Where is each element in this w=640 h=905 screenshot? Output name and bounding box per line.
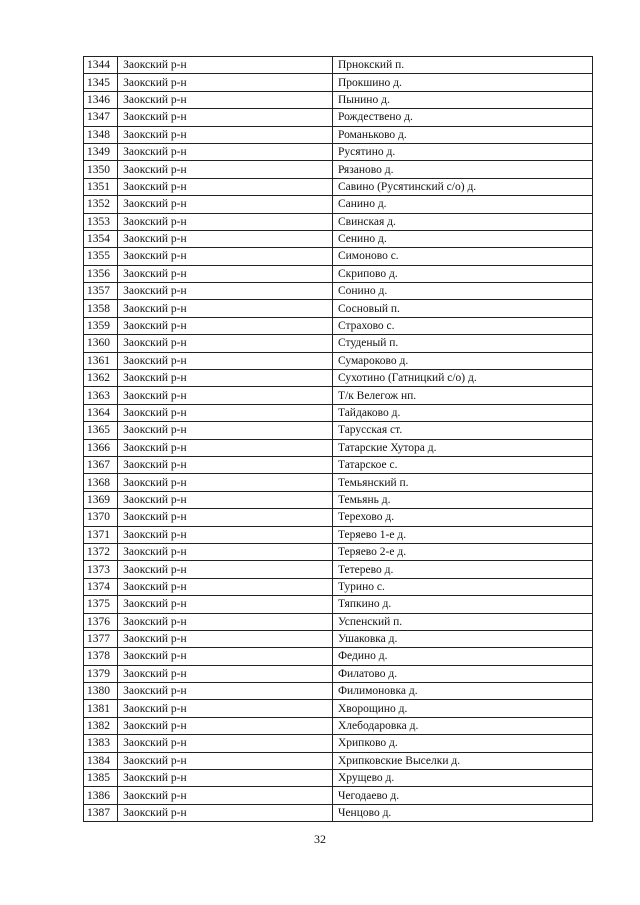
table-row [84, 578, 593, 595]
row-number: 1375 [84, 596, 118, 613]
row-number: 1366 [84, 439, 118, 456]
table-row [84, 491, 593, 508]
row-number: 1373 [84, 561, 118, 578]
table-row [84, 561, 593, 578]
row-number: 1346 [84, 91, 118, 108]
district-cell: Заокский р-н [118, 352, 333, 369]
row-number: 1354 [84, 230, 118, 247]
table-row [84, 335, 593, 352]
row-number: 1362 [84, 370, 118, 387]
district-cell: Заокский р-н [118, 543, 333, 560]
settlement-cell: Романьково д. [332, 126, 592, 143]
settlement-cell: Свинская д. [332, 213, 592, 230]
row-number: 1348 [84, 126, 118, 143]
table-row [84, 317, 593, 334]
table-row [84, 178, 593, 195]
district-cell: Заокский р-н [118, 665, 333, 682]
row-number: 1358 [84, 300, 118, 317]
table-row [84, 770, 593, 787]
table-row [84, 422, 593, 439]
table-row [84, 230, 593, 247]
district-cell: Заокский р-н [118, 630, 333, 647]
table-row [84, 543, 593, 560]
table-row [84, 526, 593, 543]
row-number: 1382 [84, 717, 118, 734]
table-row [84, 161, 593, 178]
district-cell: Заокский р-н [118, 804, 333, 821]
district-cell: Заокский р-н [118, 109, 333, 126]
district-cell: Заокский р-н [118, 161, 333, 178]
row-number: 1361 [84, 352, 118, 369]
settlement-cell: Темьянский п. [332, 474, 592, 491]
settlement-cell: Хрущево д. [332, 770, 592, 787]
settlement-cell: Скрипово д. [332, 265, 592, 282]
district-cell: Заокский р-н [118, 335, 333, 352]
table-row [84, 439, 593, 456]
district-cell: Заокский р-н [118, 578, 333, 595]
row-number: 1376 [84, 613, 118, 630]
settlement-cell: Хрипковские Выселки д. [332, 752, 592, 769]
table-row [84, 248, 593, 265]
table-row [84, 456, 593, 473]
district-cell: Заокский р-н [118, 439, 333, 456]
settlement-cell: Филатово д. [332, 665, 592, 682]
settlement-cell: Ушаковка д. [332, 630, 592, 647]
table-row [84, 370, 593, 387]
table-row [84, 265, 593, 282]
table-row [84, 91, 593, 108]
table-row [84, 700, 593, 717]
settlement-cell: Терехово д. [332, 509, 592, 526]
settlement-cell: Сухотино (Гатницкий с/о) д. [332, 370, 592, 387]
district-cell: Заокский р-н [118, 735, 333, 752]
settlement-cell: Татарское с. [332, 456, 592, 473]
row-number: 1350 [84, 161, 118, 178]
row-number: 1374 [84, 578, 118, 595]
district-cell: Заокский р-н [118, 787, 333, 804]
settlement-cell: Страхово с. [332, 317, 592, 334]
settlement-cell: Сенино д. [332, 230, 592, 247]
settlement-cell: Русятино д. [332, 143, 592, 160]
district-cell: Заокский р-н [118, 213, 333, 230]
district-cell: Заокский р-н [118, 91, 333, 108]
district-cell: Заокский р-н [118, 683, 333, 700]
settlement-cell: Ченцово д. [332, 804, 592, 821]
district-cell: Заокский р-н [118, 248, 333, 265]
table-row [84, 143, 593, 160]
row-number: 1387 [84, 804, 118, 821]
settlement-cell: Успенский п. [332, 613, 592, 630]
row-number: 1385 [84, 770, 118, 787]
settlement-cell: Турино с. [332, 578, 592, 595]
district-cell: Заокский р-н [118, 265, 333, 282]
district-cell: Заокский р-н [118, 300, 333, 317]
settlement-cell: Санино д. [332, 196, 592, 213]
district-cell: Заокский р-н [118, 474, 333, 491]
district-cell: Заокский р-н [118, 404, 333, 421]
table-row [84, 509, 593, 526]
district-cell: Заокский р-н [118, 456, 333, 473]
row-number: 1353 [84, 213, 118, 230]
settlement-cell: Тетерево д. [332, 561, 592, 578]
row-number: 1372 [84, 543, 118, 560]
table-row [84, 126, 593, 143]
table-row [84, 213, 593, 230]
district-cell: Заокский р-н [118, 74, 333, 91]
settlement-cell: Рязаново д. [332, 161, 592, 178]
table-row [84, 352, 593, 369]
settlement-cell: Тяпкино д. [332, 596, 592, 613]
settlement-cell: Татарские Хутора д. [332, 439, 592, 456]
district-cell: Заокский р-н [118, 613, 333, 630]
district-cell: Заокский р-н [118, 178, 333, 195]
settlement-cell: Сосновый п. [332, 300, 592, 317]
row-number: 1381 [84, 700, 118, 717]
district-cell: Заокский р-н [118, 596, 333, 613]
row-number: 1386 [84, 787, 118, 804]
row-number: 1365 [84, 422, 118, 439]
district-cell: Заокский р-н [118, 526, 333, 543]
table-row [84, 735, 593, 752]
settlement-cell: Т/к Велегож нп. [332, 387, 592, 404]
row-number: 1379 [84, 665, 118, 682]
table-row [84, 683, 593, 700]
district-cell: Заокский р-н [118, 700, 333, 717]
district-cell: Заокский р-н [118, 57, 333, 74]
settlement-cell: Федино д. [332, 648, 592, 665]
table-row [84, 300, 593, 317]
district-cell: Заокский р-н [118, 491, 333, 508]
district-cell: Заокский р-н [118, 283, 333, 300]
settlement-cell: Пынино д. [332, 91, 592, 108]
row-number: 1367 [84, 456, 118, 473]
table-row [84, 474, 593, 491]
table-row [84, 804, 593, 821]
settlement-cell: Чегодаево д. [332, 787, 592, 804]
settlement-cell: Тайдаково д. [332, 404, 592, 421]
row-number: 1352 [84, 196, 118, 213]
row-number: 1359 [84, 317, 118, 334]
table-row [84, 404, 593, 421]
row-number: 1345 [84, 74, 118, 91]
district-cell: Заокский р-н [118, 509, 333, 526]
row-number: 1370 [84, 509, 118, 526]
district-cell: Заокский р-н [118, 126, 333, 143]
row-number: 1360 [84, 335, 118, 352]
table-row [84, 648, 593, 665]
settlements-table [83, 56, 593, 822]
row-number: 1383 [84, 735, 118, 752]
table-row [84, 596, 593, 613]
settlement-cell: Симоново с. [332, 248, 592, 265]
district-cell: Заокский р-н [118, 770, 333, 787]
district-cell: Заокский р-н [118, 717, 333, 734]
row-number: 1349 [84, 143, 118, 160]
row-number: 1355 [84, 248, 118, 265]
row-number: 1371 [84, 526, 118, 543]
table-row [84, 752, 593, 769]
row-number: 1363 [84, 387, 118, 404]
row-number: 1344 [84, 57, 118, 74]
table-row [84, 196, 593, 213]
row-number: 1369 [84, 491, 118, 508]
settlement-cell: Савино (Русятинский с/о) д. [332, 178, 592, 195]
table-row [84, 787, 593, 804]
row-number: 1377 [84, 630, 118, 647]
table-row [84, 109, 593, 126]
row-number: 1380 [84, 683, 118, 700]
settlement-cell: Хворощино д. [332, 700, 592, 717]
settlement-cell: Теряево 2-е д. [332, 543, 592, 560]
district-cell: Заокский р-н [118, 143, 333, 160]
row-number: 1347 [84, 109, 118, 126]
settlement-cell: Хрипково д. [332, 735, 592, 752]
settlement-cell: Прокшино д. [332, 74, 592, 91]
row-number: 1368 [84, 474, 118, 491]
district-cell: Заокский р-н [118, 196, 333, 213]
settlement-cell: Тарусская ст. [332, 422, 592, 439]
settlement-cell: Студеный п. [332, 335, 592, 352]
table-row [84, 57, 593, 74]
district-cell: Заокский р-н [118, 370, 333, 387]
row-number: 1364 [84, 404, 118, 421]
district-cell: Заокский р-н [118, 648, 333, 665]
settlement-cell: Сумароково д. [332, 352, 592, 369]
row-number: 1378 [84, 648, 118, 665]
settlement-cell: Темьянь д. [332, 491, 592, 508]
table-row [84, 283, 593, 300]
row-number: 1357 [84, 283, 118, 300]
settlements-table-body [84, 57, 593, 822]
row-number: 1351 [84, 178, 118, 195]
district-cell: Заокский р-н [118, 230, 333, 247]
table-row [84, 630, 593, 647]
table-row [84, 717, 593, 734]
district-cell: Заокский р-н [118, 317, 333, 334]
settlement-cell: Рождествено д. [332, 109, 592, 126]
district-cell: Заокский р-н [118, 561, 333, 578]
table-row [84, 613, 593, 630]
row-number: 1356 [84, 265, 118, 282]
settlement-cell: Хлебодаровка д. [332, 717, 592, 734]
settlement-cell: Прнокский п. [332, 57, 592, 74]
page-number: 32 [314, 832, 326, 846]
settlement-cell: Теряево 1-е д. [332, 526, 592, 543]
table-row [84, 387, 593, 404]
settlement-cell: Филимоновка д. [332, 683, 592, 700]
district-cell: Заокский р-н [118, 422, 333, 439]
district-cell: Заокский р-н [118, 387, 333, 404]
settlement-cell: Сонино д. [332, 283, 592, 300]
row-number: 1384 [84, 752, 118, 769]
table-row [84, 74, 593, 91]
district-cell: Заокский р-н [118, 752, 333, 769]
table-row [84, 665, 593, 682]
